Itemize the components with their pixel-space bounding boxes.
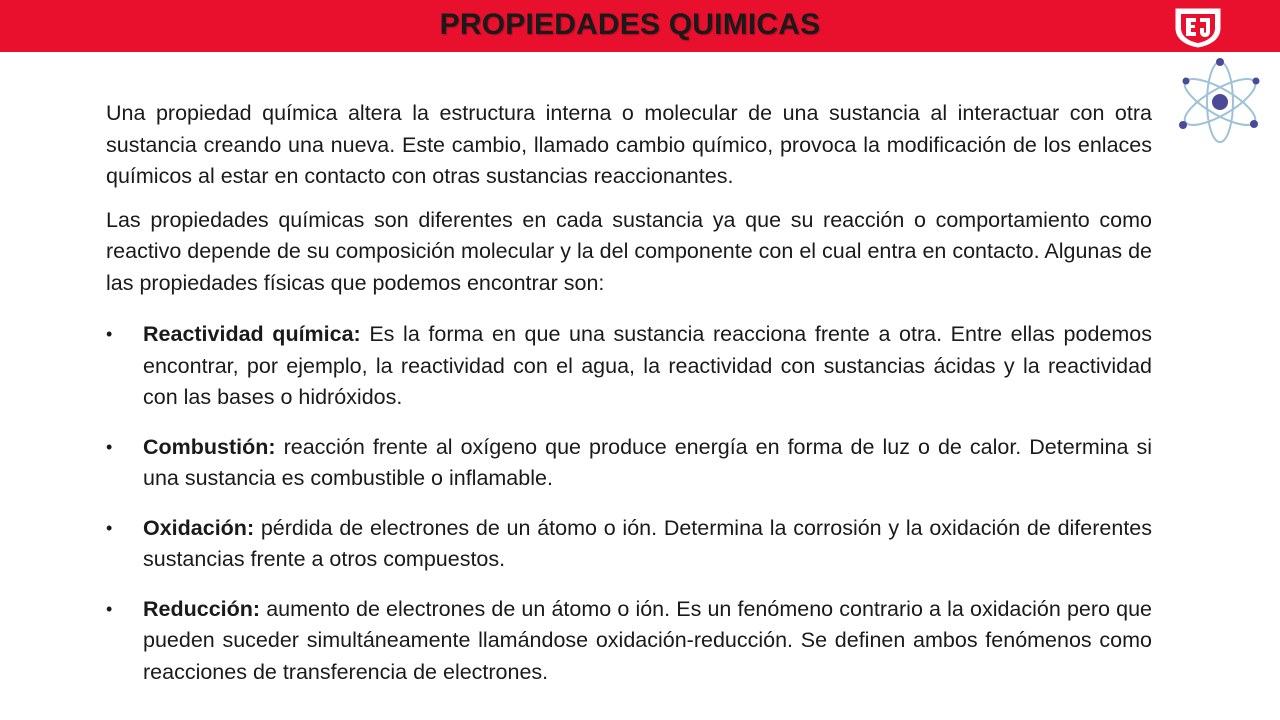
bullet-marker: • bbox=[106, 598, 113, 619]
intro-paragraph: Una propiedad química altera la estructura interna o molecular de una sustancia al interactuar con otra sustancia creando una nueva. Este cambio, llamado cambio químico, provoca la modificación de los enlaces químicos al estar en contacto con otras sustancias reaccionantes. bbox=[106, 101, 1152, 188]
term-label: Reactividad química: bbox=[143, 322, 361, 346]
list-item bbox=[106, 513, 1152, 576]
list-item bbox=[106, 594, 1152, 689]
term-label: Combustión: bbox=[143, 434, 276, 459]
bullet-marker: • bbox=[106, 324, 113, 344]
list-item bbox=[106, 319, 1152, 414]
term-description: pérdida de electrones de un átomo o ión. Determina la corrosión y la oxidación de diferentes sustancias frente a otros compuestos. bbox=[143, 515, 1152, 571]
term-description: reacción frente al oxígeno que produce energía en forma de luz o de calor. Determina si una sustancia es combustible o inflamable. bbox=[143, 434, 1152, 490]
bullet-marker: • bbox=[106, 436, 113, 457]
second-paragraph: Las propiedades químicas son diferentes en cada sustancia ya que su reacción o comportamiento como reactivo depende de su composición molecular y la del componente con el cual entra en contacto. Algunas de las propiedades físicas que podemos encontrar son: bbox=[106, 207, 1152, 295]
bullet-marker: • bbox=[106, 517, 113, 538]
properties-list bbox=[106, 319, 1152, 688]
atom-icon bbox=[1172, 54, 1268, 150]
list-item bbox=[106, 432, 1152, 495]
term-description: aumento de electrones de un átomo o ión. Es un fenómeno contrario a la oxidación pero que pueden suceder simultáneamente llamándose oxidación-reducción. Se definen ambos fenómenos como reacciones de transferencia de electrones. bbox=[143, 596, 1152, 684]
page-title: PROPIEDADES QUIMICAS bbox=[439, 8, 821, 41]
term-label: Reducción: bbox=[143, 596, 261, 621]
university-shield-logo bbox=[1172, 6, 1224, 48]
term-label: Oxidación: bbox=[143, 515, 255, 540]
term-description: Es la forma en que una sustancia reacciona frente a otra. Entre ellas podemos encontrar, por ejemplo, la reactividad con el agua, la reactividad con sustancias ácidas y la reactividad con las bases o hidróxidos. bbox=[143, 322, 1152, 409]
slide-content bbox=[106, 98, 1152, 706]
